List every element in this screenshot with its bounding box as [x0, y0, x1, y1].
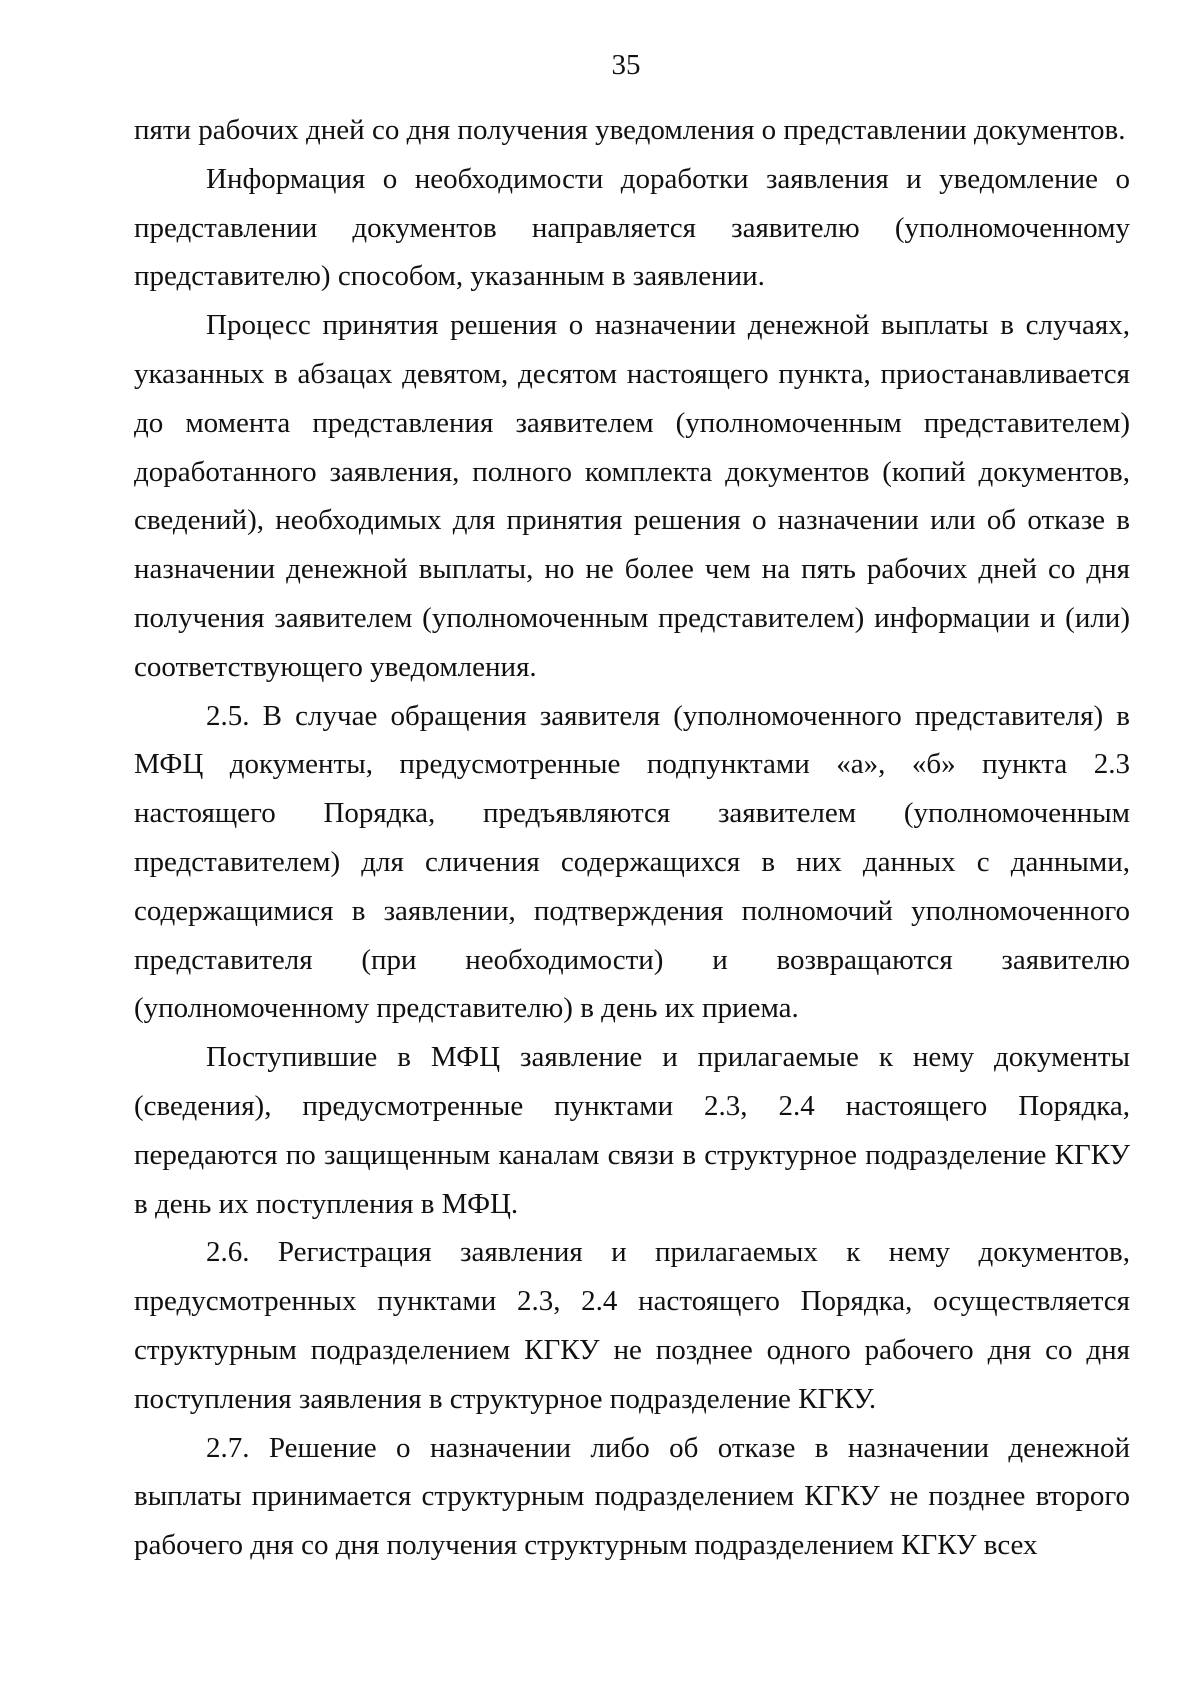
document-body — [134, 106, 1130, 1570]
section-2-6: 2.6. Регистрация заявления и прилагаемых к нему документов, предусмотренных пунктами 2.3, 2.4 настоящего Порядка, осуществляется структурным подразделением КГКУ не позднее одного рабочего дня со дня поступления заявления в структурное подразделение КГКУ. — [134, 1236, 1130, 1415]
paragraph: Информация о необходимости доработки заявления и уведомление о представлении документов направляется заявителю (уполномоченному представителю) способом, указанным в заявлении. — [134, 162, 1130, 293]
paragraph: пяти рабочих дней со дня получения уведомления о представлении документов. — [134, 114, 1126, 146]
section-2-7: 2.7. Решение о назначении либо об отказе в назначении денежной выплаты принимается структурным подразделением КГКУ не позднее второго рабочего дня со дня получения структурным подразделением КГКУ всех — [134, 1431, 1130, 1562]
section-2-5: 2.5. В случае обращения заявителя (уполномоченного представителя) в МФЦ документы, предусмотренные подпунктами «а», «б» пункта 2.3 настоящего Порядка, предъявляются заявителем (уполномоченным представителем) для сличения содержащихся в них данных с данными, содержащимися в заявлении, подтверждения полномочий уполномоченного представителя (при необходимости) и возвращаются заявителю (уполномоченному представителю) в день их приема. — [134, 699, 1130, 1025]
paragraph: Поступившие в МФЦ заявление и прилагаемые к нему документы (сведения), предусмотренные пунктами 2.3, 2.4 настоящего Порядка, передаются по защищенным каналам связи в структурное подразделение КГКУ в день их поступления в МФЦ. — [134, 1041, 1130, 1220]
paragraph: Процесс принятия решения о назначении денежной выплаты в случаях, указанных в абзацах девятом, десятом настоящего пункта, приостанавливается до момента представления заявителем (уполномоченным представителем) доработанного заявления, полного комплекта документов (копий документов, сведений), необходимых для принятия решения о назначении или об отказе в назначении денежной выплаты, но не более чем на пять рабочих дней со дня получения заявителем (уполномоченным представителем) информации и (или) соответствующего уведомления. — [134, 309, 1130, 683]
page-number: 35 — [611, 49, 641, 81]
